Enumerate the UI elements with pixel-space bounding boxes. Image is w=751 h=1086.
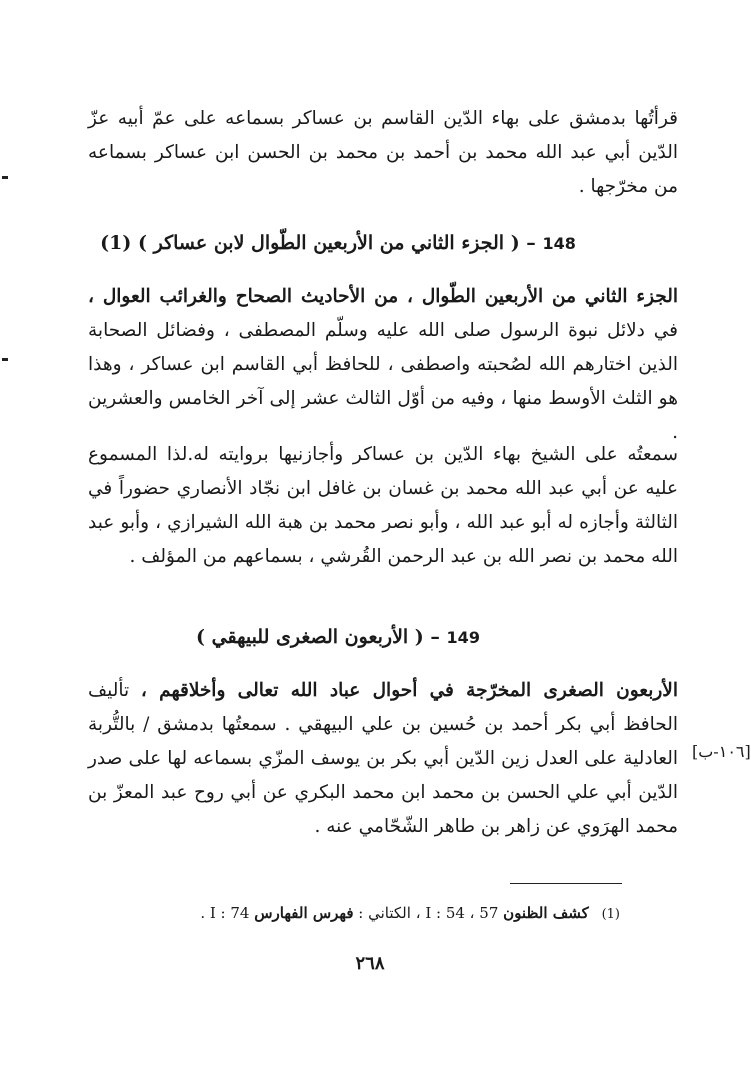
entry-148-heading: [88, 228, 588, 259]
scan-artifact-mark: [2, 358, 8, 361]
entry-149-lead-title: الأربعون الصغرى المخرّجة في أحوال عباد الله تعالى وأخلاقهم ،: [140, 680, 678, 701]
entry-148-number: 148: [542, 234, 576, 253]
entry-148-lead-title: الجزء الثاني من الأربعين الطّوال ، من الأحاديث الصحاح والغرائب العوال ،: [88, 286, 678, 307]
footnote-middle: الكتاني :: [358, 904, 411, 922]
entry-148-transmission: سمعتُه على الشيخ بهاء الدّين بن عساكر وأجازنيها بروايته له.لذا المسموع عليه عن أبي عبد الله محمد بن غسان بن غافل ابن نجّاد الأنصاري حضوراً في الثالثة وأجازه له أبو عبد الله ، وأبو نصر محمد بن هبة الله الشيرازي ، وأبو عبد الله محمد بن نصر الله بن عبد الرحمن القُرشي ، بسماعهم من المؤلف .: [88, 444, 678, 567]
entry-149-number: 149: [446, 628, 480, 647]
footnote-ref-1: I : 54 ، 57 ،: [415, 904, 499, 922]
footnote-source-1: كشف الظنون: [503, 904, 589, 922]
entry-148-title: – ( الجزء الثاني من الأربعين الطّوال لابن عساكر ) (1): [100, 232, 536, 254]
footnote-source-2: فهرس الفهارس: [254, 904, 354, 922]
entry-149-description-text: تأليف الحافظ أبي بكر أحمد بن حُسين بن علي البيهقي . سمعتُها بدمشق / بالتُّربة العادلية على العدل زين الدّين أبي بكر بن يوسف المزّي بسماعه لها على صدر الدّين أبي علي الحسن بن محمد ابن محمد البكري عن أبي روح عبد المعزّ بن محمد الهرَوي عن زاهر بن طاهر الشّحّامي عنه .: [88, 680, 678, 837]
footnote-divider: [510, 883, 622, 884]
entry-148-description-text: في دلائل نبوة الرسول صلى الله عليه وسلّم المصطفى ، وفضائل الصحابة الذين اختارهم الله لصُحبته واصطفى ، للحافظ أبي القاسم ابن عساكر ، وهذا هو الثلث الأوسط منها ، وفيه من أوّل الثالث عشر إلى آخر الخامس والعشرين .: [88, 320, 678, 443]
footnote-mark: (1): [601, 907, 620, 922]
entry-149-title: – ( الأربعون الصغرى للبيهقي ): [196, 626, 440, 648]
footnote-ref-2: I : 74 .: [200, 904, 250, 922]
intro-paragraph: قرأتُها بدمشق على بهاء الدّين القاسم بن عساكر بسماعه على عمّ أبيه عزّ الدّين أبي عبد الله محمد بن أحمد بن محمد بن الحسن ابن عساكر بسماعه من مخرّجها .: [88, 108, 678, 197]
entry-148-description: [88, 280, 678, 450]
scan-artifact-mark: [2, 176, 8, 179]
footnote: [140, 900, 620, 928]
page-number: ٢٦٨: [355, 953, 385, 974]
margin-folio-note: [١٠٦-ب]: [692, 742, 751, 761]
entry-149-description: [88, 674, 678, 844]
entry-149-heading: [88, 622, 588, 653]
